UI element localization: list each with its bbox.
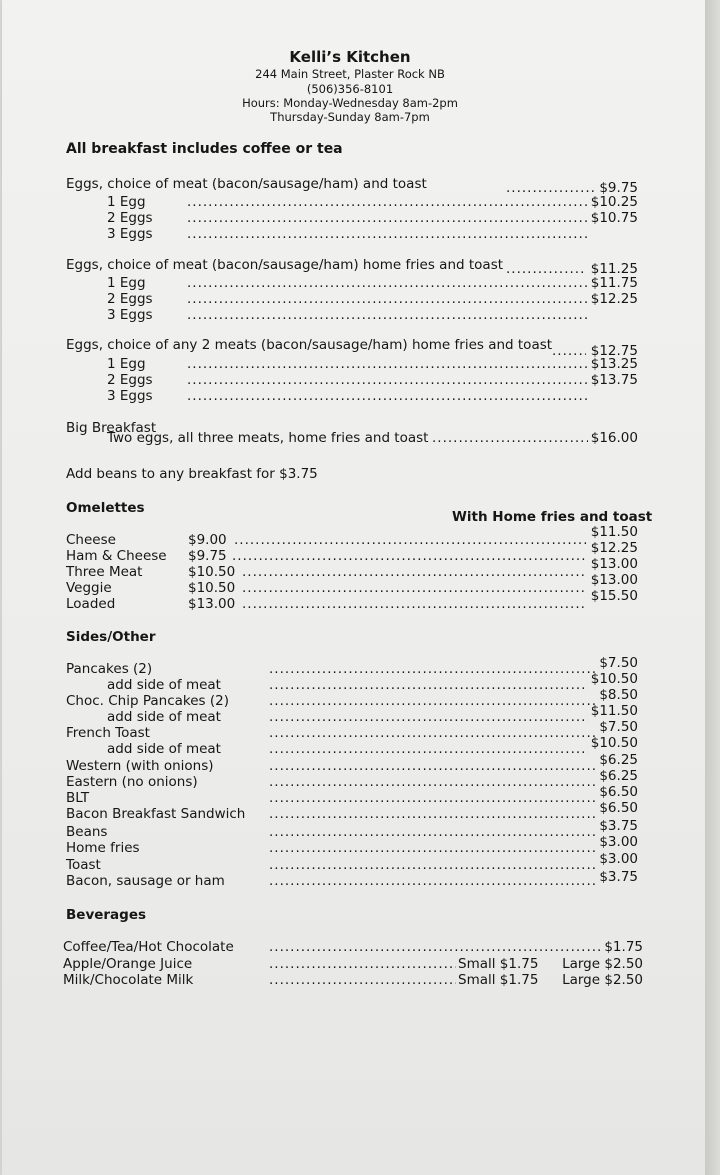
leader-dots: [269, 725, 596, 741]
leader-dots: [187, 291, 588, 307]
menu-row: [107, 226, 638, 242]
leader-dots: [232, 548, 586, 564]
item-label: Pancakes (2): [66, 661, 153, 677]
small-price: Small $1.75: [458, 972, 539, 988]
leader-dots: [187, 275, 588, 291]
side-row: [66, 703, 638, 725]
price: $8.50: [599, 687, 638, 703]
leader-dots: [187, 307, 588, 323]
item-label: BLT: [66, 790, 90, 806]
large-price: Large $2.50: [562, 972, 643, 988]
price: $10.50: [188, 580, 236, 596]
menu-row: [107, 210, 638, 226]
item-label: Coffee/Tea/Hot Chocolate: [63, 939, 234, 955]
price: $6.50: [599, 800, 638, 816]
menu-row: [107, 194, 638, 210]
leader-dots: [269, 790, 596, 806]
menu-row: [107, 291, 638, 307]
item-label: Bacon, sausage or ham: [66, 873, 225, 889]
price: $3.75: [599, 869, 638, 885]
price: $7.50: [599, 655, 638, 671]
leader-dots: [187, 194, 588, 210]
leader-dots: [269, 677, 588, 693]
leader-dots: [269, 661, 596, 677]
item-label: Home fries: [66, 840, 140, 856]
with-price: $15.50: [590, 588, 638, 604]
price: $3.00: [599, 834, 638, 850]
leader-dots: [269, 956, 456, 972]
beverages-heading: Beverages: [66, 907, 147, 923]
beverage-row: [63, 972, 643, 988]
item-label: 1 Egg: [107, 194, 146, 210]
address: 244 Main Street, Plaster Rock NB: [255, 67, 445, 81]
menu-row: [107, 430, 638, 446]
side-row: [66, 800, 638, 822]
hours-weekday: Hours: Monday-Wednesday 8am-2pm: [242, 96, 458, 110]
side-row: [66, 834, 638, 856]
with-price: $13.00: [590, 556, 638, 572]
leader-dots: [242, 564, 586, 580]
leader-dots: [187, 226, 588, 242]
side-row: [66, 655, 638, 677]
leader-dots: [269, 709, 588, 725]
price: $13.25: [590, 356, 638, 372]
item-label: 2 Eggs: [107, 291, 153, 307]
menu-row: [107, 388, 638, 404]
leader-dots: [242, 596, 586, 612]
leader-dots: [269, 873, 596, 889]
price: $6.50: [599, 784, 638, 800]
item-label: add side of meat: [107, 741, 221, 757]
leader-dots: [269, 693, 596, 709]
price: $12.75: [590, 343, 638, 359]
leader-dots: [269, 857, 596, 873]
beverage-row: [63, 939, 643, 955]
phone: (506)356-8101: [306, 82, 394, 96]
leader-dots: [269, 806, 596, 822]
leader-dots: [187, 372, 588, 388]
leader-dots: [269, 774, 596, 790]
item-label: 2 Eggs: [107, 210, 153, 226]
item-label: Eastern (no onions): [66, 774, 198, 790]
price: $11.25: [590, 261, 638, 277]
item-label: add side of meat: [107, 709, 221, 725]
leader-dots: [187, 356, 588, 372]
leader-dots: [269, 741, 588, 757]
item-label: 3 Eggs: [107, 226, 153, 242]
with-price: $12.25: [590, 540, 638, 556]
large-price: Large $2.50: [562, 956, 643, 972]
price: $9.00: [188, 532, 227, 548]
price: $3.75: [599, 818, 638, 834]
item-label: Ham & Cheese: [66, 548, 167, 564]
price: $6.25: [599, 768, 638, 784]
item-label: Cheese: [66, 532, 116, 548]
menu-row: [107, 356, 638, 372]
item-label: 2 Eggs: [107, 372, 153, 388]
item-label: add side of meat: [107, 677, 221, 693]
price: $9.75: [599, 180, 638, 196]
item-label: Choc. Chip Pancakes (2): [66, 693, 229, 709]
side-row: [66, 752, 638, 774]
beverage-row: [63, 956, 643, 972]
leader-dots: [269, 840, 596, 856]
small-price: Small $1.75: [458, 956, 539, 972]
menu-row: [107, 372, 638, 388]
restaurant-name: Kelli’s Kitchen: [289, 48, 411, 66]
price: $12.25: [590, 291, 638, 307]
item-label: Western (with onions): [66, 758, 214, 774]
price: $6.25: [599, 752, 638, 768]
item-label: Bacon Breakfast Sandwich: [66, 806, 246, 822]
big-breakfast-title: Big Breakfast: [66, 420, 157, 436]
item-label: 3 Eggs: [107, 307, 153, 323]
side-row: [66, 719, 638, 741]
price: $10.50: [188, 564, 236, 580]
breakfast-group-title: Eggs, choice of any 2 meats (bacon/sausage/ham) home fries and toast: [66, 337, 553, 353]
side-row: [66, 869, 638, 889]
item-label: Toast: [66, 857, 101, 873]
item-label: Three Meat: [66, 564, 143, 580]
side-row: [66, 735, 638, 757]
price: $10.50: [590, 735, 638, 751]
leader-dots: [187, 388, 588, 404]
menu-row: [107, 307, 638, 323]
omelette-row: [66, 524, 638, 548]
item-label: Two eggs, all three meats, home fries and toast: [107, 430, 429, 446]
side-row: [66, 671, 638, 693]
leader-dots: [269, 824, 596, 840]
omelettes-column-header: With Home fries and toast: [452, 509, 653, 525]
price: $11.50: [590, 703, 638, 719]
item-label: Apple/Orange Juice: [63, 956, 193, 972]
price: $10.25: [590, 194, 638, 210]
item-label: 1 Egg: [107, 356, 146, 372]
leader-dots: [269, 939, 603, 955]
price: $9.75: [188, 548, 227, 564]
price: $11.75: [590, 275, 638, 291]
side-row: [66, 851, 638, 873]
price: $16.00: [590, 430, 638, 446]
item-label: 3 Eggs: [107, 388, 153, 404]
leader-dots: [242, 580, 586, 596]
sides-heading: Sides/Other: [66, 629, 156, 645]
menu-row: [107, 275, 638, 291]
leader-dots: [269, 972, 456, 988]
leader-dots: [432, 430, 588, 446]
item-label: Milk/Chocolate Milk: [63, 972, 194, 988]
price: $7.50: [599, 719, 638, 735]
hours-weekend: Thursday-Sunday 8am-7pm: [270, 110, 430, 124]
price: $10.75: [590, 210, 638, 226]
price: $10.50: [590, 671, 638, 687]
side-row: [66, 818, 638, 840]
price: $3.00: [599, 851, 638, 867]
leader-dots: [234, 532, 586, 548]
omelettes-heading: Omelettes: [66, 500, 145, 516]
item-label: Loaded: [66, 596, 116, 612]
leader-dots: [187, 210, 588, 226]
breakfast-heading: All breakfast includes coffee or tea: [66, 141, 343, 157]
item-label: Beans: [66, 824, 108, 840]
leader-dots: [269, 758, 596, 774]
breakfast-group-title: Eggs, choice of meat (bacon/sausage/ham) home fries and toast: [66, 257, 504, 273]
side-row: [66, 687, 638, 709]
item-label: Veggie: [66, 580, 112, 596]
price: $13.75: [590, 372, 638, 388]
side-row: [66, 768, 638, 790]
with-price: $13.00: [590, 572, 638, 588]
price: $1.75: [604, 939, 643, 955]
price: $13.00: [188, 596, 236, 612]
item-label: French Toast: [66, 725, 150, 741]
beans-note: Add beans to any breakfast for $3.75: [66, 466, 318, 482]
breakfast-group-title: Eggs, choice of meat (bacon/sausage/ham) and toast: [66, 176, 427, 192]
side-row: [66, 784, 638, 806]
with-price: $11.50: [590, 524, 638, 540]
item-label: 1 Egg: [107, 275, 146, 291]
